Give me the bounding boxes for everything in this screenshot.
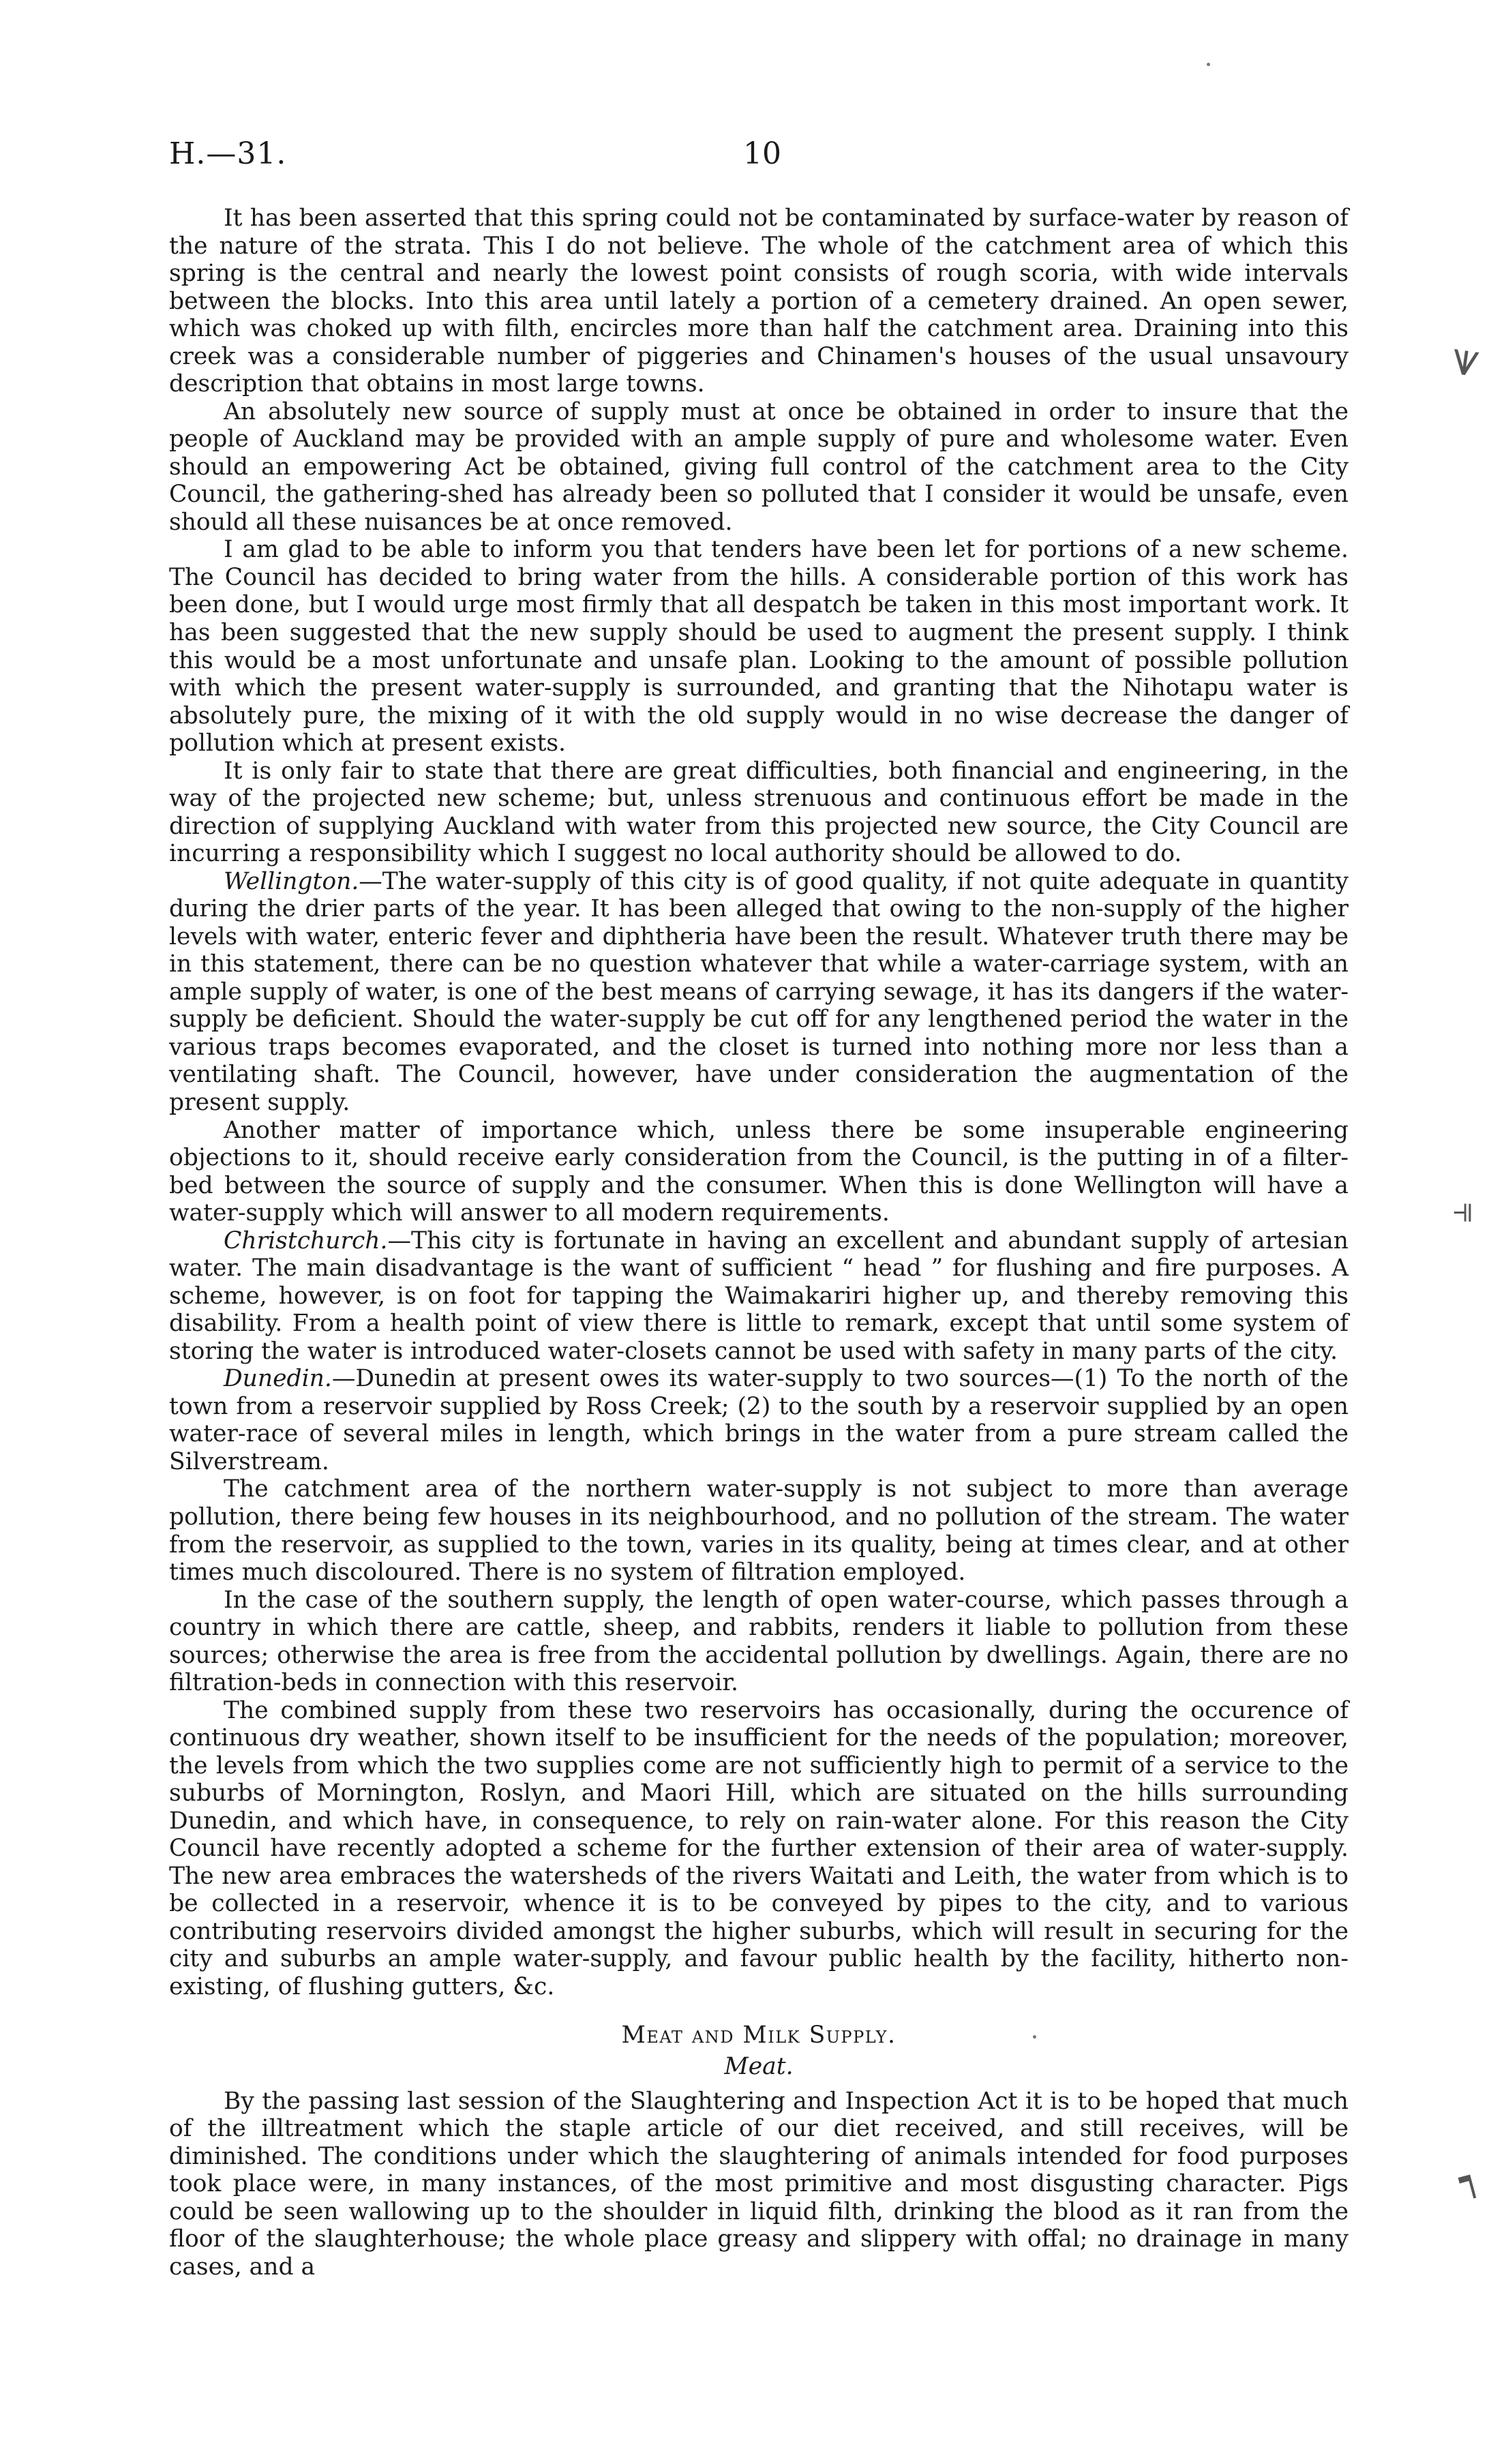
paragraph-christchurch: [169, 1227, 1349, 1366]
margin-mark-icon: ┑: [1454, 2155, 1486, 2202]
scan-speck: [1207, 63, 1210, 66]
paragraph: It has been asserted that this spring could not be contaminated by surface-water by reason of the nature of the strata. This I do not believe. The whole of the catchment area of which this spring is the central and nearly the lowest point consists of rough scoria, with wide intervals between the blocks. Into this area until lately a portion of a cemetery drained. An open sewer, which was choked up with filth, encircles more than half the catchment area. Draining into this creek was a considerable number of piggeries and Chinamen's houses of the usual unsavoury description that obtains in most large towns.: [169, 205, 1349, 398]
paragraph: In the case of the southern supply, the length of open water-course, which passes through a country in which there are cattle, sheep, and rabbits, renders it liable to pollution from these sources; otherwise the area is free from the accidental pollution by dwellings. Again, there are no filtration-beds in connection with this reservoir.: [169, 1586, 1349, 1697]
place-name-dunedin: Dunedin.: [224, 1365, 332, 1393]
place-name-christchurch: Christchurch.: [224, 1227, 388, 1254]
scan-speck: [1033, 2035, 1036, 2039]
paragraph: The combined supply from these two reservoirs has occasionally, during the occurence of continuous dry weather, shown itself to be insufficient for the needs of the population; moreover, the levels from which the two supplies come are not sufficiently high to permit of a service to the suburbs of Mornington, Roslyn, and Maori Hill, which are situated on the hills surrounding Dunedin, and which have, in consequence, to rely on rain-water alone. For this reason the City Council have recently adopted a scheme for the further extension of their area of water-supply. The new area embraces the watersheds of the rivers Waitati and Leith, the water from which is to be collected in a reservoir, whence it is to be conveyed by pipes to the city, and to various contributing reservoirs divided amongst the higher suburbs, which will result in securing for the city and suburbs an ample water-supply, and favour public health by the facility, hitherto non-existing, of flushing gutters, &c.: [169, 1696, 1349, 2000]
paragraph: By the passing last session of the Slaughtering and Inspection Act it is to be hoped that much of the illtreatment which the staple article of our diet received, and still receives, will be diminished. The conditions under which the slaughtering of animals intended for food purposes took place were, in many instances, of the most primitive and most disgusting character. Pigs could be seen wallowing up to the shoulder in liquid filth, drinking the blood as it ran from the floor of the slaughterhouse; the whole place greasy and slippery with offal; no drainage in many cases, and a: [169, 2087, 1349, 2281]
section-subheading: Meat.: [724, 2053, 794, 2081]
paragraph: It is only fair to state that there are great difficulties, both financial and engineering, in the way of the projected new scheme; but, unless strenuous and continuous effort be made in the direction of supplying Auckland with water from this projected new source, the City Council are incurring a responsibility which I suggest no local authority should be allowed to do.: [169, 757, 1349, 868]
paragraph: An absolutely new source of supply must at once be obtained in order to insure that the people of Auckland may be provided with an ample supply of pure and wholesome water. Even should an empowering Act be obtained, giving full control of the catchment area to the City Council, the gathering-shed has already been so polluted that I consider it would be unsafe, even should all these nuisances be at once removed.: [169, 397, 1349, 536]
paragraph-dunedin: [169, 1365, 1349, 1475]
place-name-wellington: Wellington.: [224, 867, 359, 895]
margin-mark-icon: ⩛: [1448, 329, 1484, 389]
paragraph-text: —This city is fortunate in having an excellent and abundant supply of artesian water. The main disadvantage is the want of sufficient “ head ” for flushing and fire purposes. A scheme, however, is on foot for tapping the Waimakariri higher up, and thereby removing this disability. From a health point of view there is little to remark, except that until some system of storing the water is introduced water-closets cannot be used with safety in many parts of the city.: [169, 1227, 1349, 1365]
page-number: 10: [743, 136, 781, 171]
section-heading: Meat and Milk Supply.: [621, 2021, 897, 2049]
paragraph-text: —Dunedin at present owes its water-supply to two sources—(1) To the north of the town from a reservoir supplied by Ross Creek; (2) to the south by a reservoir supplied by an open water-race of several miles in length, which brings in the water from a pure stream called the Silverstream.: [169, 1365, 1349, 1475]
document-reference: H.—31.: [169, 136, 287, 171]
paragraph: The catchment area of the northern water-supply is not subject to more than average pollution, there being few houses in its neighbourhood, and no pollution of the stream. The water from the reservoir, as supplied to the town, varies in its quality, being at times clear, and at other times much discoloured. There is no system of filtration employed.: [169, 1475, 1349, 1587]
paragraph-text: —The water-supply of this city is of good quality, if not quite adequate in quantity during the drier parts of the year. It has been alleged that owing to the non-supply of the higher levels with water, enteric fever and diphtheria have been the result. Whatever truth there may be in this statement, there can be no question whatever that while a water-carriage system, with an ample supply of water, is one of the best means of carrying sewage, it has its dangers if the water-supply be deficient. Should the water-supply be cut off for any lengthened period the water in the various traps becomes evaporated, and the closet is turned into nothing more nor less than a ventilating shaft. The Council, however, have under consideration the augmentation of the present supply.: [169, 867, 1349, 1116]
margin-mark-icon: ⫣: [1452, 1190, 1474, 1231]
body-text: [169, 205, 1349, 2281]
paragraph: I am glad to be able to inform you that tenders have been let for portions of a new scheme. The Council has decided to bring water from the hills. A considerable portion of this work has been done, but I would urge most firmly that all despatch be taken in this most important work. It has been suggested that the new supply should be used to augment the present supply. I think this would be a most unfortunate and unsafe plan. Looking to the amount of possible pollution with which the present water-supply is surrounded, and granting that the Nihotapu water is absolutely pure, the mixing of it with the old supply would in no wise decrease the danger of pollution which at present exists.: [169, 536, 1349, 757]
paragraph-wellington: [169, 868, 1349, 1117]
paragraph: Another matter of importance which, unless there be some insuperable engineering objections to it, should receive early consideration from the Council, is the putting in of a filter-bed between the source of supply and the consumer. When this is done Wellington will have a water-supply which will answer to all modern requirements.: [169, 1116, 1349, 1227]
